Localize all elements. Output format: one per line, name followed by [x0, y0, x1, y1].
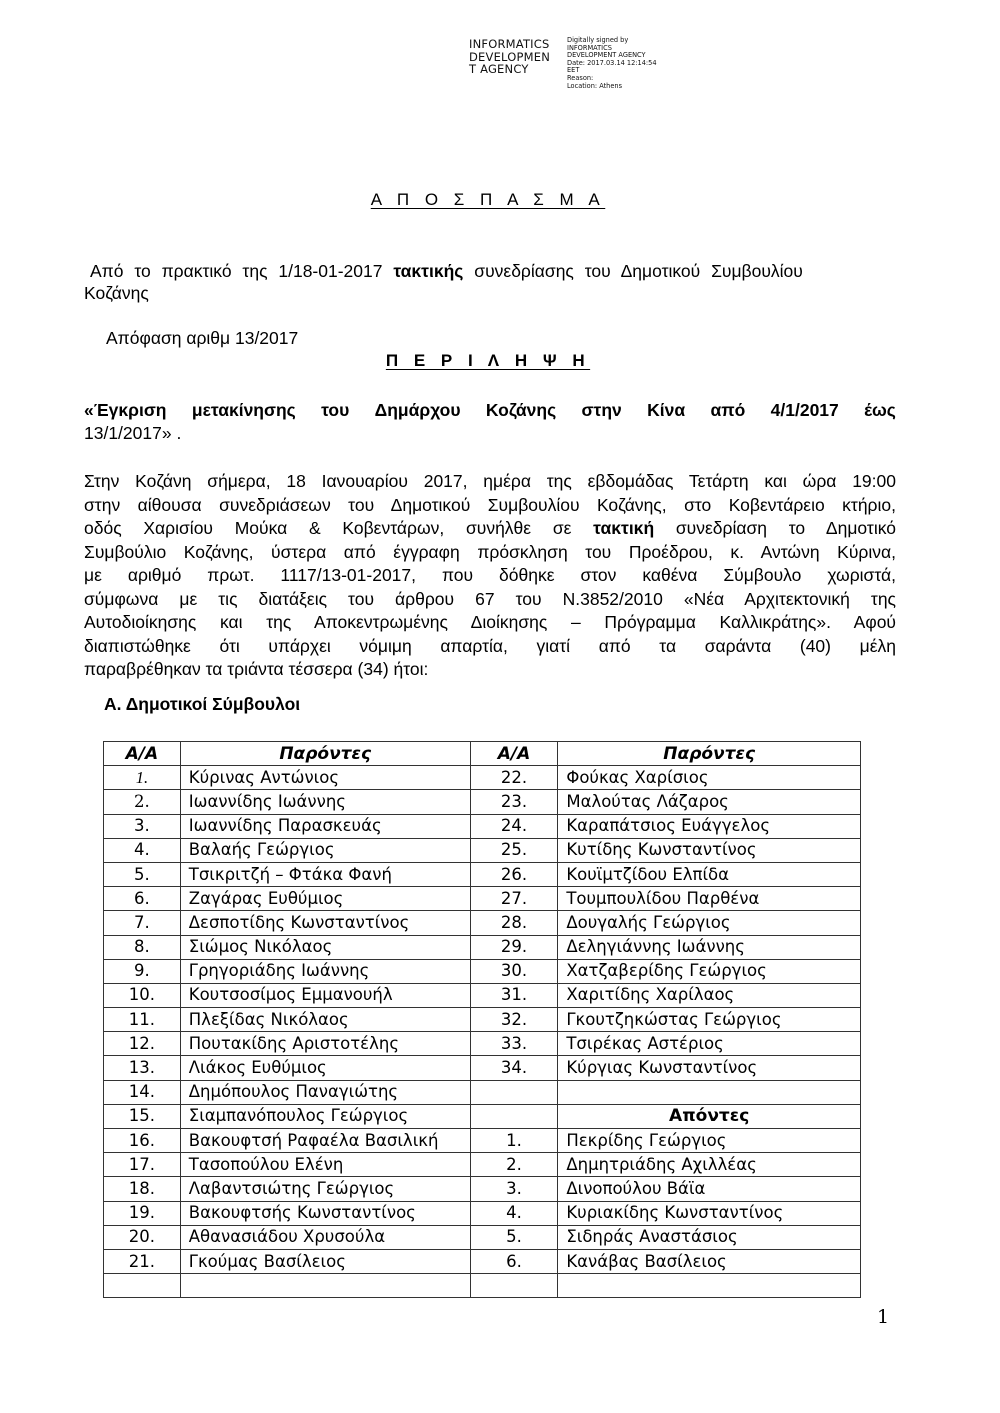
absent-member-name: Πεκρίδης Γεώργιος: [558, 1129, 861, 1153]
member-name: Κυτίδης Κωνσταντίνος: [558, 838, 861, 862]
member-name: Γκούμας Βασίλειος: [180, 1249, 470, 1273]
member-name: Τσιρέκας Αστέριος: [558, 1032, 861, 1056]
table-row: [104, 887, 861, 911]
subject-line-1: [84, 399, 896, 422]
body-text: οδός Χαρισίου Μούκα & Κοβεντάρων, συνήλθε σε: [84, 518, 594, 538]
signature-org-line: DEVELOPMEN: [469, 49, 551, 64]
table-row: [104, 983, 861, 1007]
row-number: 1.: [104, 766, 181, 790]
section-heading: Α. Δημοτικοί Σύμβουλοι: [104, 694, 301, 714]
table-row: [104, 911, 861, 935]
row-number: 5.: [104, 862, 181, 886]
intro-paragraph: [84, 260, 896, 304]
member-name: Φούκας Χαρίσιος: [558, 766, 861, 790]
summary-title: Π Ε Ρ Ι Λ Η Ψ Η: [385, 351, 591, 370]
signature-meta-line: DEVELOPMENT AGENCY: [567, 51, 646, 60]
row-number: 24.: [470, 814, 558, 838]
row-number: 29.: [470, 935, 558, 959]
row-number: 34.: [470, 1056, 558, 1080]
subject-word: μετακίνησης: [191, 400, 296, 420]
member-name: Μαλούτας Λάζαρος: [558, 790, 861, 814]
table-row: [104, 766, 861, 790]
row-number: 32.: [470, 1008, 558, 1032]
empty-cell: [558, 1274, 861, 1298]
row-number: 26.: [470, 862, 558, 886]
body-line: με αριθμό πρωτ. 1117/13-01-2017, που δόθηκε στον καθένα Σύμβουλο χωριστά,: [84, 565, 896, 585]
body-line: παραβρέθηκαν τα τριάντα τέσσερα (34) ήτοι:: [84, 659, 429, 679]
row-number: 14.: [104, 1080, 181, 1104]
member-name: Πουτακίδης Αριστοτέλης: [180, 1032, 470, 1056]
table-row: [104, 935, 861, 959]
absent-member-name: Κανάβας Βασίλειος: [558, 1249, 861, 1273]
member-name: Βακουφτσή Ραφαέλα Βασιλική: [180, 1129, 470, 1153]
signature-organization: [469, 38, 550, 76]
member-name: Ιωαννίδης Ιωάννης: [180, 790, 470, 814]
subject-line-2: 13/1/2017» .: [84, 423, 182, 443]
table-row: [104, 814, 861, 838]
attendance-table: [103, 741, 861, 1298]
row-number: 7.: [104, 911, 181, 935]
table-row: [104, 1274, 861, 1298]
empty-cell: [470, 1080, 558, 1104]
row-number: 6.: [470, 1249, 558, 1273]
row-number: 2.: [470, 1153, 558, 1177]
row-number: 33.: [470, 1032, 558, 1056]
absent-header: Απόντες: [558, 1104, 861, 1128]
absent-member-name: Σιδηράς Αναστάσιος: [558, 1225, 861, 1249]
member-name: Πλεξίδας Νικόλαος: [180, 1008, 470, 1032]
body-bold-text: τακτική: [593, 518, 655, 538]
body-text: συνεδρίαση το Δημοτικό: [654, 518, 896, 538]
intro-line-1: [84, 260, 896, 282]
subject-word: έως: [864, 400, 896, 420]
member-name: Αθανασιάδου Χρυσούλα: [180, 1225, 470, 1249]
member-name: Γκουτζηκώστας Γεώργιος: [558, 1008, 861, 1032]
member-name: Κουϊμτζίδου Ελπίδα: [558, 862, 861, 886]
column-header-number: Α/Α: [104, 742, 181, 766]
body-paragraph: [84, 470, 896, 682]
absent-member-name: Δημητριάδης Αχιλλέας: [558, 1153, 861, 1177]
body-line: Αυτοδιοίκησης και της Αποκεντρωμένης Διοίκησης – Πρόγραμμα Καλλικράτης». Αφού: [84, 612, 896, 632]
subject-word: Δημάρχου: [374, 400, 461, 420]
subject-word: 4/1/2017: [770, 400, 839, 420]
signature-meta-line: INFORMATICS: [567, 43, 612, 52]
table-row: [104, 1225, 861, 1249]
member-name: Σιώμος Νικόλαος: [180, 935, 470, 959]
row-number: 16.: [104, 1129, 181, 1153]
row-number: 20.: [104, 1225, 181, 1249]
row-number: 23.: [470, 790, 558, 814]
row-number: 4.: [470, 1201, 558, 1225]
body-line: Στην Κοζάνη σήμερα, 18 Ιανουαρίου 2017, ημέρα της εβδομάδας Τετάρτη και ώρα 19:00: [84, 471, 896, 491]
row-number: 18.: [104, 1177, 181, 1201]
member-name: Κύργιας Κωνσταντίνος: [558, 1056, 861, 1080]
column-header-present: Παρόντες: [180, 742, 470, 766]
table-row: [104, 1177, 861, 1201]
row-number: 22.: [470, 766, 558, 790]
row-number: 11.: [104, 1008, 181, 1032]
table-row: [104, 1201, 861, 1225]
row-number: 1.: [470, 1129, 558, 1153]
member-name: Δεληγιάννης Ιωάννης: [558, 935, 861, 959]
member-name: Κύρινας Αντώνιος: [180, 766, 470, 790]
empty-cell: [180, 1274, 470, 1298]
table-row: [104, 959, 861, 983]
row-number: 15.: [104, 1104, 181, 1128]
signature-location: Location: Athens: [567, 81, 623, 90]
row-number: 6.: [104, 887, 181, 911]
member-name: Τσικριτζή – Φτάκα Φανή: [180, 862, 470, 886]
member-name: Δημόπουλος Παναγιώτης: [180, 1080, 470, 1104]
member-name: Σιαμπανόπουλος Γεώργιος: [180, 1104, 470, 1128]
table-row: [104, 838, 861, 862]
member-name: Δουγαλής Γεώργιος: [558, 911, 861, 935]
intro-line-2: Κοζάνης: [84, 283, 149, 303]
member-name: Χατζαβερίδης Γεώργιος: [558, 959, 861, 983]
row-number: 12.: [104, 1032, 181, 1056]
empty-cell: [558, 1080, 861, 1104]
table-body: [104, 766, 861, 1298]
empty-cell: [470, 1104, 558, 1128]
intro-text: Από το πρακτικό της 1/18-01-2017: [90, 261, 394, 281]
member-name: Λιάκος Ευθύμιος: [180, 1056, 470, 1080]
column-header-present: Παρόντες: [558, 742, 861, 766]
member-name: Τουμπουλίδου Παρθένα: [558, 887, 861, 911]
table-row: [104, 790, 861, 814]
member-name: Ζαγάρας Ευθύμιος: [180, 887, 470, 911]
member-name: Τασοπούλου Ελένη: [180, 1153, 470, 1177]
member-name: Δεσποτίδης Κωνσταντίνος: [180, 911, 470, 935]
signature-details: [567, 37, 657, 90]
signature-org-line: T AGENCY: [469, 62, 529, 76]
body-line: Συμβούλιο Κοζάνης, ύστερα από έγγραφη πρόσκληση του Προέδρου, κ. Αντώνη Κύρινα,: [84, 541, 896, 562]
signature-reason: Reason:: [567, 73, 594, 82]
signature-org-line: INFORMATICS: [469, 37, 550, 51]
table-row: [104, 1129, 861, 1153]
row-number: 8.: [104, 935, 181, 959]
row-number: 21.: [104, 1249, 181, 1273]
row-number: 19.: [104, 1201, 181, 1225]
table-header-row: [104, 742, 861, 766]
empty-cell: [104, 1274, 181, 1298]
table-row: [104, 1080, 861, 1104]
body-line: σύμφωνα με τις διατάξεις του άρθρου 67 του Ν.3852/2010 «Νέα Αρχιτεκτονική της: [84, 588, 896, 609]
row-number: 31.: [470, 983, 558, 1007]
member-name: Βακουφτσής Κωνσταντίνος: [180, 1201, 470, 1225]
member-name: Καραπάτσιος Ευάγγελος: [558, 814, 861, 838]
body-line: διαπιστώθηκε ότι υπάρχει νόμιμη απαρτία, γιατί από τα σαράντα (40) μέλη: [84, 635, 896, 656]
subject-word: «Έγκριση: [84, 400, 167, 420]
member-name: Λαβαντσιώτης Γεώργιος: [180, 1177, 470, 1201]
absent-member-name: Δινοπούλου Βάϊα: [558, 1177, 861, 1201]
decision-number: Απόφαση αριθμ 13/2017: [106, 328, 299, 348]
subject-word: του: [321, 400, 350, 420]
row-number: 2.: [104, 790, 181, 814]
row-number: 25.: [470, 838, 558, 862]
member-name: Χαριτίδης Χαρίλαος: [558, 983, 861, 1007]
row-number: 13.: [104, 1056, 181, 1080]
row-number: 30.: [470, 959, 558, 983]
table-row: [104, 1032, 861, 1056]
table-row: [104, 862, 861, 886]
signature-meta-line: EET: [567, 66, 580, 75]
row-number: 27.: [470, 887, 558, 911]
table-row: [104, 1153, 861, 1177]
intro-bold-text: τακτικής: [393, 261, 464, 281]
signature-meta-line: Digitally signed by: [567, 36, 629, 44]
document-title: Α Π Ο Σ Π Α Σ Μ Α: [370, 190, 606, 209]
row-number: 28.: [470, 911, 558, 935]
column-header-number: Α/Α: [470, 742, 558, 766]
row-number: 10.: [104, 983, 181, 1007]
row-number: 9.: [104, 959, 181, 983]
body-line: [84, 517, 896, 541]
row-number: 17.: [104, 1153, 181, 1177]
subject-word: στην: [581, 400, 622, 420]
absent-member-name: Κυριακίδης Κωνσταντίνος: [558, 1201, 861, 1225]
signature-date: Date: 2017.03.14 12:14:54: [567, 58, 657, 67]
subject-word: Κίνα: [647, 400, 686, 420]
intro-text: συνεδρίασης του Δημοτικού Συμβουλίου: [463, 261, 803, 281]
member-name: Γρηγοριάδης Ιωάννης: [180, 959, 470, 983]
empty-cell: [470, 1274, 558, 1298]
page-number: 1: [877, 1306, 890, 1328]
member-name: Βαλαής Γεώργιος: [180, 838, 470, 862]
row-number: 5.: [470, 1225, 558, 1249]
subject: [84, 399, 896, 445]
body-line: στην αίθουσα συνεδριάσεων του Δημοτικού Συμβουλίου Κοζάνης, στο Κοβεντάρειο κτήριο,: [84, 494, 896, 515]
row-number: 4.: [104, 838, 181, 862]
subject-word: Κοζάνης: [485, 400, 557, 420]
table-row: [104, 1104, 861, 1128]
row-number: 3.: [104, 814, 181, 838]
subject-word: από: [710, 400, 746, 420]
table-row: [104, 1249, 861, 1273]
table-row: [104, 1056, 861, 1080]
row-number: 3.: [470, 1177, 558, 1201]
member-name: Κουτσοσίμος Εμμανουήλ: [180, 983, 470, 1007]
member-name: Ιωαννίδης Παρασκευάς: [180, 814, 470, 838]
table-row: [104, 1008, 861, 1032]
